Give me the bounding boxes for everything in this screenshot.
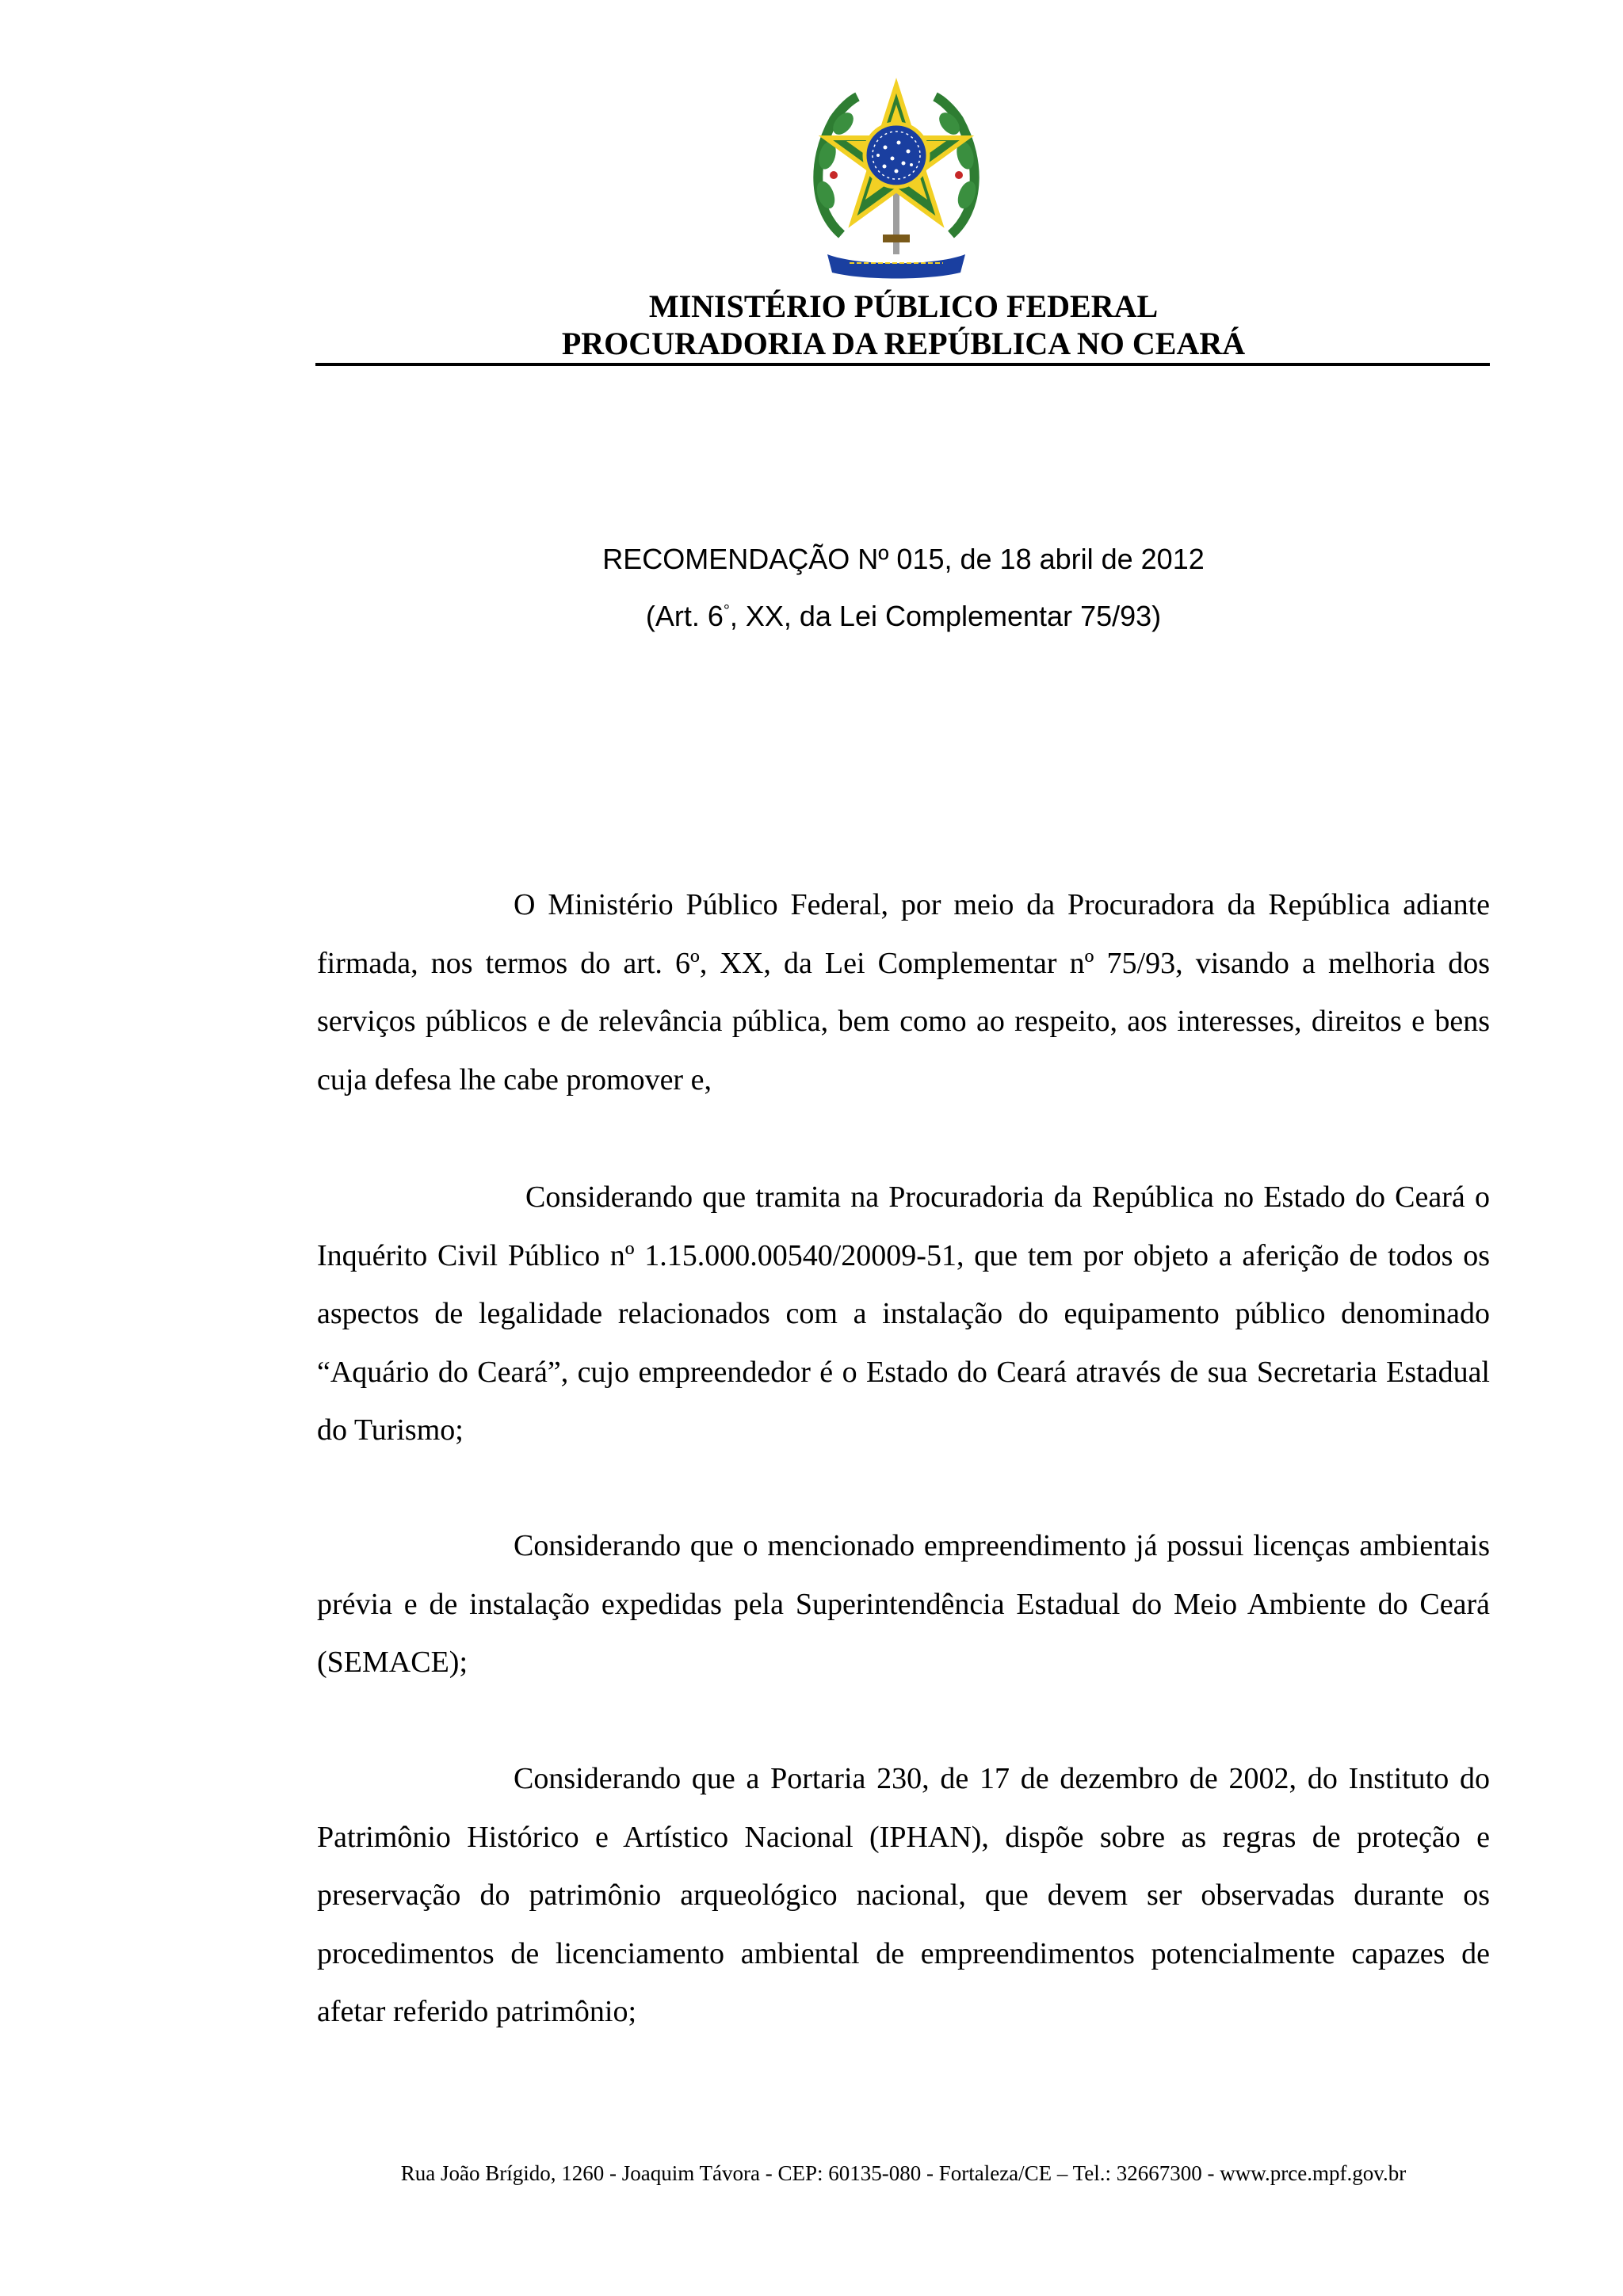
degree-mark: ° xyxy=(723,602,730,620)
document-title: RECOMENDAÇÃO Nº 015, de 18 abril de 2012 xyxy=(602,543,1205,575)
header-procuradoria: PROCURADORIA DA REPÚBLICA NO CEARÁ xyxy=(561,326,1246,361)
subtitle-part-1: (Art. 6 xyxy=(645,600,724,632)
header-divider xyxy=(315,363,1490,366)
body-paragraph: Considerando que o mencionado empreendimento já possui licenças ambientais prévia e de instalação expedidas pela Superintendência Estadual do Meio Ambiente do Ceará (SEMACE); xyxy=(317,1529,1490,1679)
brazil-coat-of-arms-icon xyxy=(810,76,983,280)
body-paragraph: O Ministério Público Federal, por meio da Procuradora da República adiante firmada, nos termos do art. 6º, XX, da Lei Complementar nº 75/93, visando a melhoria dos serviços públicos e de relevância pública, bem como ao respeito, aos interesses, direitos e bens cuja defesa lhe cabe promover e, xyxy=(317,888,1490,1097)
footer-address: Rua João Brígido, 1260 - Joaquim Távora - CEP: 60135-080 - Fortaleza/CE – Tel.: 32667300 - www.prce.mpf.gov.br xyxy=(400,2161,1407,2185)
body-paragraph: Considerando que a Portaria 230, de 17 de dezembro de 2002, do Instituto do Patrimônio Histórico e Artístico Nacional (IPHAN), dispõe sobre as regras de proteção e preservação do patrimônio arqueológico nacional, que devem ser observadas durante os procedimentos de licenciamento ambiental de empreendimentos potencialmente capazes de afetar referido patrimônio; xyxy=(317,1762,1490,2028)
header-ministry: MINISTÉRIO PÚBLICO FEDERAL xyxy=(648,288,1159,324)
body-paragraph: Considerando que tramita na Procuradoria da República no Estado do Ceará o Inquérito Civil Público nº 1.15.000.00540/20009-51, que tem por objeto a aferição de todos os aspectos de legalidade relacionados com a instalação do equipamento público denominado “Aquário do Ceará”, cujo empreendedor é o Estado do Ceará através de sua Secretaria Estadual do Turismo; xyxy=(317,1180,1490,1447)
document-subtitle xyxy=(317,602,1490,631)
subtitle-part-2: , XX, da Lei Complementar 75/93) xyxy=(729,600,1162,632)
